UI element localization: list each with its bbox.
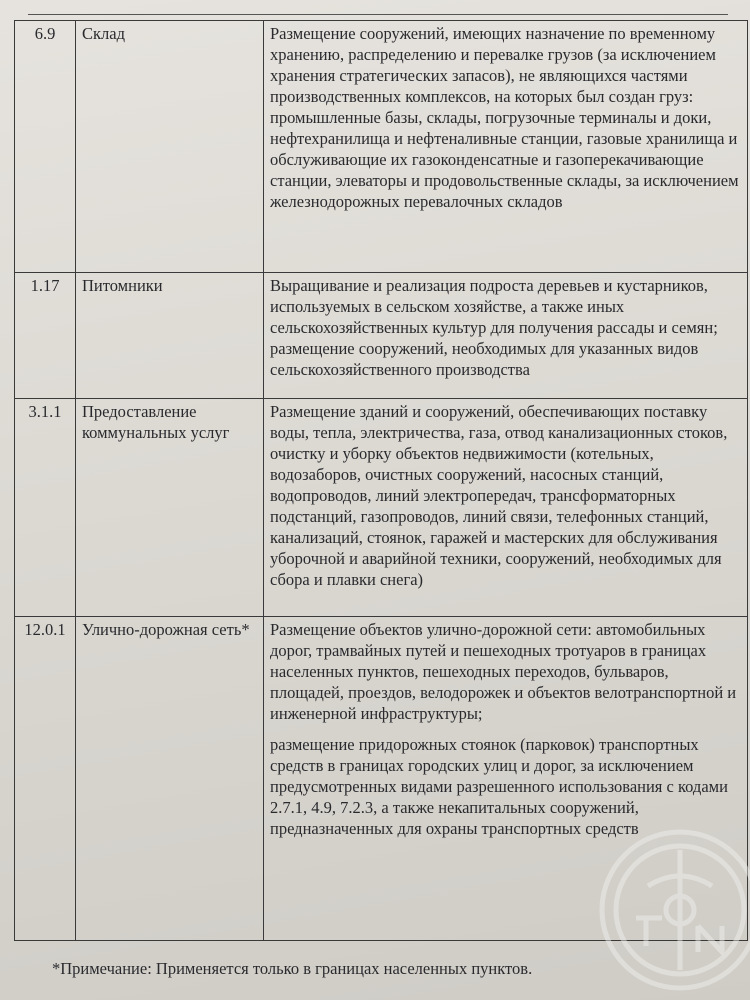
description-paragraph: Размещение объектов улично-дорожной сети: автомобильных дорог, трамвайных путей и пешеходных тротуаров в границах населенных пунктов, пешеходных переходов, бульваров, площадей, проездов, велодорожек и объектов велотранспортной и инженерной инфраструктуры; <box>270 620 737 723</box>
description-paragraph: размещение сооружений, необходимых для указанных видов сельскохозяйственного производства <box>270 339 699 379</box>
row-code: 12.0.1 <box>15 617 76 941</box>
description-paragraph: Размещение сооружений, имеющих назначение по временному хранению, распределению и перевалке грузов (за исключением хранения стратегических запасов), не являющихся частями производственных комплексов, на которых был создан груз: промышленные базы, склады, погрузочные терминалы и доки, нефтехранилища и нефтеналивные станции, газовые хранилища и обслуживающие их газоконденсатные и газоперекачивающие станции, элеваторы и продовольственные склады, за исключением железнодорожных перевалочных складов <box>270 24 739 211</box>
row-code: 1.17 <box>15 273 76 399</box>
row-name: Улично-дорожная сеть* <box>76 617 264 941</box>
seal-stamp-icon <box>596 826 750 994</box>
description-paragraph: Выращивание и реализация подроста деревьев и кустарников, используемых в сельском хозяйстве, а также иных сельскохозяйственных культур для получения рассады и семян; <box>270 276 718 337</box>
description-paragraph: размещение придорожных стоянок (парковок) транспортных средств в границах городских улиц и дорог, за исключением предусмотренных видами разрешенного использования с кодами 2.7.1, 4.9, 7.2.3, а также некапитальных сооружений, предназначенных для охраны транспортных средств <box>270 735 728 838</box>
row-code: 6.9 <box>15 21 76 273</box>
row-name: Склад <box>76 21 264 273</box>
row-name: Предоставление коммунальных услуг <box>76 399 264 617</box>
table-row <box>15 399 748 617</box>
row-description <box>264 399 748 617</box>
row-code: 3.1.1 <box>15 399 76 617</box>
description-paragraph: Размещение зданий и сооружений, обеспечивающих поставку воды, тепла, электричества, газа, отвод канализационных стоков, очистку и уборку объектов недвижимости (котельных, водозаборов, очистных сооружений, насосных станций, водопроводов, линий электропередач, трансформаторных подстанций, газопроводов, линий связи, телефонных станций, канализаций, стоянок, гаражей и мастерских для обслуживания уборочной и аварийной техники, сооружений, необходимых для сбора и плавки снега) <box>270 402 728 589</box>
table-row <box>15 273 748 399</box>
land-use-table <box>14 20 748 941</box>
row-description <box>264 21 748 273</box>
page-top-border <box>28 0 728 15</box>
row-description <box>264 273 748 399</box>
table-row <box>15 21 748 273</box>
footnote: *Примечание: Применяется только в границах населенных пунктов. <box>52 959 533 978</box>
row-name: Питомники <box>76 273 264 399</box>
